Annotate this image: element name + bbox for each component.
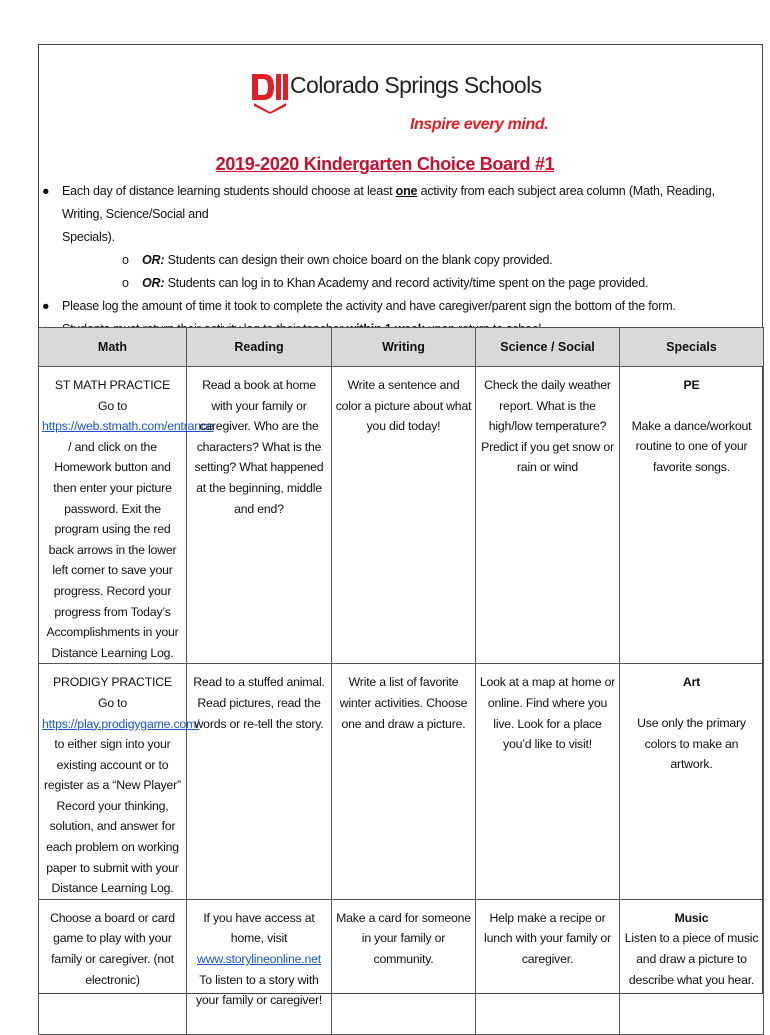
- instruction-option-2: o OR: Students can log in to Khan Academy and record activity/time spent on the page provided.: [40, 272, 730, 295]
- header-specials: Specials: [620, 328, 764, 367]
- tagline: Inspire every mind.: [410, 116, 549, 133]
- science-cell: Check the daily weather report. What is the high/low temperature? Predict if you get snow or rain or wind: [476, 367, 620, 664]
- table-header-row: [39, 328, 764, 367]
- stmath-link[interactable]: https://web.stmath.com/entrance: [42, 419, 214, 434]
- reading-cell: Read to a stuffed animal. Read pictures, read the words or re-tell the story.: [187, 664, 332, 900]
- writing-cell: Write a sentence and color a picture about what you did today!: [332, 367, 476, 664]
- instruction-option-1: o OR: Students can design their own choice board on the blank copy provided.: [40, 249, 730, 272]
- sub-bullet-icon: o: [122, 276, 129, 290]
- org-name: Colorado Springs Schools: [290, 72, 542, 98]
- reading-cell: Read a book at home with your family or caregiver. Who are the characters? What is the setting? What happened at the beginning, middle and end?: [187, 367, 332, 664]
- science-cell: Help make a recipe or lunch with your family or caregiver.: [476, 899, 620, 1034]
- bullet-icon: ●: [42, 299, 50, 313]
- specials-cell: Music Listen to a piece of music and draw a picture to describe what you hear.: [620, 899, 764, 1034]
- math-cell: ST MATH PRACTICE Go to https://web.stmath.com/entrance / and click on the Homework button and then enter your picture password. Exit the program using the red back arrows in the lower left corner to save your progress. Record your progress from Today’s Accomplishments in your Distance Learning Log.: [39, 367, 187, 664]
- math-cell: Choose a board or card game to play with your family or caregiver. (not electronic): [39, 899, 187, 1034]
- specials-cell: PE Make a dance/workout routine to one of your favorite songs.: [620, 367, 764, 664]
- table-row: [39, 899, 764, 1034]
- instructions: [40, 180, 730, 341]
- specials-cell: Art Use only the primary colors to make an artwork.: [620, 664, 764, 900]
- writing-cell: Make a card for someone in your family or community.: [332, 899, 476, 1034]
- bullet-icon: ●: [42, 184, 50, 198]
- page-title: 2019-2020 Kindergarten Choice Board #1: [215, 154, 555, 174]
- table-row: [39, 367, 764, 664]
- district-logo: [250, 70, 549, 140]
- sub-bullet-icon: o: [122, 253, 129, 267]
- prodigy-link[interactable]: https://play.prodigygame.com/: [42, 716, 200, 731]
- instruction-1-continued: Specials).: [62, 230, 115, 244]
- reading-cell: If you have access at home, visit www.storylineonline.net To listen to a story with your family or caregiver!: [187, 899, 332, 1034]
- header-math: Math: [39, 328, 187, 367]
- d11-logo-mark: [250, 70, 290, 114]
- instruction-1: ● Each day of distance learning students should choose at least one activity from each subject area column (Math, Reading, Writing, Science/Social and: [40, 180, 730, 226]
- storyline-link[interactable]: www.storylineonline.net: [197, 952, 321, 967]
- header-reading: Reading: [187, 328, 332, 367]
- writing-cell: Write a list of favorite winter activities. Choose one and draw a picture.: [332, 664, 476, 900]
- math-cell: PRODIGY PRACTICE Go to https://play.prodigygame.com/ to either sign into your existing account or to register as a “New Player” Record your thinking, solution, and answer for each problem on working paper to submit with your Distance Learning Log.: [39, 664, 187, 900]
- instruction-2: ● Please log the amount of time it took to complete the activity and have caregiver/parent sign the bottom of the form.: [40, 295, 730, 318]
- table-row: [39, 664, 764, 900]
- choice-board-table: [38, 327, 764, 1035]
- header-science-social: Science / Social: [476, 328, 620, 367]
- science-cell: Look at a map at home or online. Find where you live. Look for a place you’d like to visit!: [476, 664, 620, 900]
- header-writing: Writing: [332, 328, 476, 367]
